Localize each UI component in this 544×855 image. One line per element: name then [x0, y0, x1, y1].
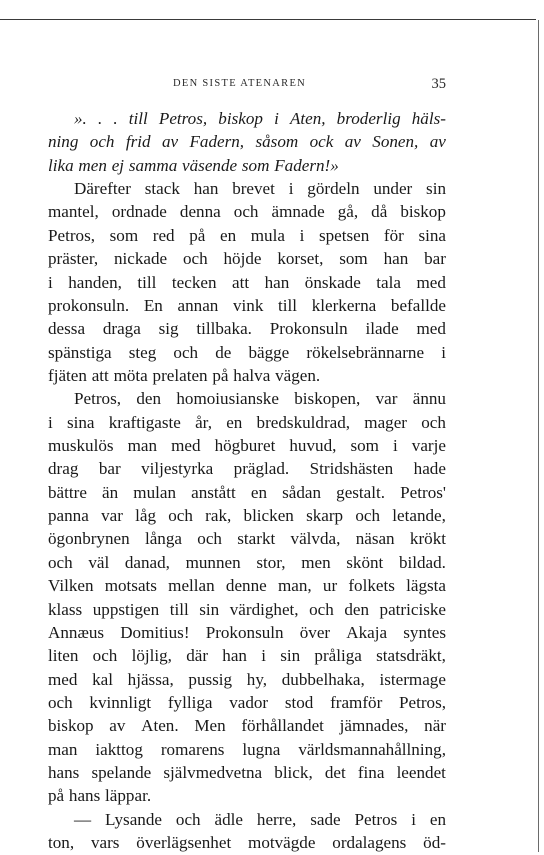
text-line: liten och löjlig, där han i sin pråliga statsdräkt,	[48, 646, 446, 666]
text-line: drag bar viljestyrka präglad. Stridshästen hade	[48, 459, 446, 479]
page-edge-line	[538, 20, 539, 852]
body-text	[48, 107, 446, 855]
running-title: DEN SISTE ATENAREN	[173, 78, 307, 89]
text-line: ». . . till Petros, biskop i Aten, broderlig häls-	[74, 109, 446, 128]
text-line: Petros, den homoiusianske biskopen, var ännu	[74, 389, 446, 409]
text-line: Petros, som red på en mula i spetsen för sina	[48, 225, 446, 245]
text-line: på hans läppar.	[48, 786, 152, 806]
text-line: muskulös man med högburet huvud, som i varje	[48, 436, 446, 456]
text-line: i handen, till tecken att han önskade tala med	[48, 272, 446, 292]
text-line: präster, nickade och höjde korset, som han bar	[48, 249, 446, 269]
text-line: panna var låg och rak, blicken skarp och letande,	[48, 506, 446, 526]
top-rule	[0, 19, 536, 20]
text-line: bättre än mulan anstått en sådan gestalt. Petros'	[48, 482, 446, 502]
text-line: i sina kraftigaste år, en bredskuldrad, mager och	[48, 412, 446, 432]
text-line: fjäten att möta prelaten på halva vägen.	[48, 365, 321, 385]
text-line: man iakttog romarens lugna världsmannahållning,	[48, 739, 446, 759]
text-line: ton, vars överlägsenhet motvägde ordalagens öd-	[48, 833, 446, 853]
text-line: — Lysande och ädle herre, sade Petros i en	[74, 809, 446, 829]
text-line: mantel, ordnade denna och ämnade gå, då biskop	[48, 202, 446, 222]
text-line: Annæus Domitius! Prokonsuln över Akaja syntes	[48, 622, 446, 642]
page-number: 35	[431, 76, 446, 92]
text-line: Därefter stack han brevet i gördeln under sin	[74, 179, 446, 199]
text-line: och kvinnligt fylliga vador stod framför Petros,	[48, 692, 446, 712]
text-line: ögonbrynen långa och starkt välvda, näsan krökt	[48, 529, 446, 549]
text-line: hans spelande självmedvetna blick, det fina leendet	[48, 763, 446, 783]
text-line: prokonsuln. En annan vink till klerkerna befallde	[48, 295, 446, 315]
text-line: spänstiga steg och de bägge rökelsebrännarne i	[48, 342, 446, 362]
text-line: Vilken motsats mellan denne man, ur folkets lägsta	[48, 576, 446, 596]
text-line: lika men ej samma väsende som Fadern!»	[48, 155, 339, 175]
text-line: och väl danad, munnen stor, men skönt bildad.	[48, 552, 446, 572]
text-line: klass uppstigen till sin värdighet, och den patriciske	[48, 599, 446, 619]
running-head	[48, 78, 446, 94]
text-line: ning och frid av Fadern, såsom ock av Sonen, av	[48, 132, 446, 152]
text-line: dessa draga sig tillbaka. Prokonsuln ilade med	[48, 319, 446, 339]
text-line: biskop av Aten. Men förhållandet jämnades, när	[48, 716, 446, 736]
text-line: med kal hjässa, pussig hy, dubbelhaka, istermage	[48, 669, 446, 689]
